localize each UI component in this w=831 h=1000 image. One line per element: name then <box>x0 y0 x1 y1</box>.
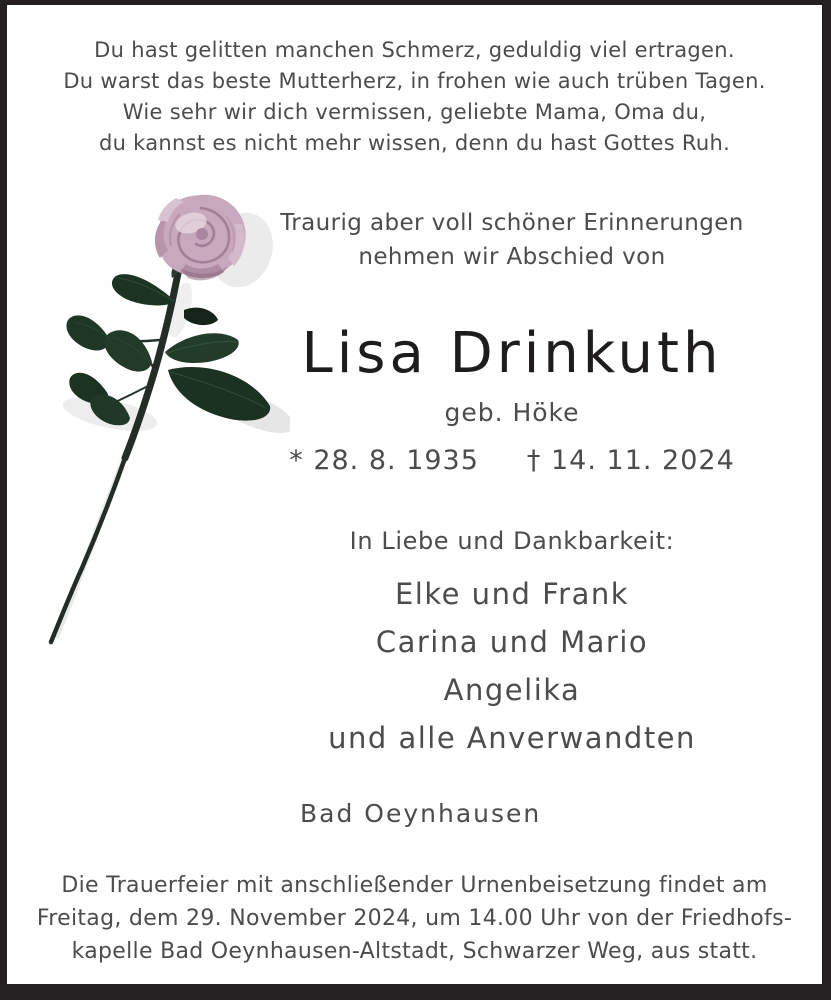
funeral-announcement <box>7 869 822 968</box>
mourner-name: und alle Anverwandten <box>328 721 696 755</box>
family-heading: In Liebe und Dankbarkeit: <box>349 527 675 555</box>
poem-line: Wie sehr wir dich vermissen, geliebte Mama, Oma du, <box>122 100 707 124</box>
death-date: † 14. 11. 2024 <box>526 445 735 476</box>
life-dates <box>202 444 822 478</box>
memorial-poem <box>7 35 822 159</box>
obituary-card <box>7 5 822 984</box>
poem-line: du kannst es nicht mehr wissen, denn du hast Gottes Ruh. <box>98 131 731 155</box>
funeral-line: kapelle Bad Oeynhausen-Altstadt, Schwarzer Weg, aus statt. <box>71 939 758 964</box>
rose-stem <box>51 248 188 642</box>
deceased-name: Lisa Drinkuth <box>301 321 723 386</box>
farewell-intro <box>202 200 822 274</box>
funeral-line: Freitag, dem 29. November 2024, um 14.00 Uhr von der Friedhofs- <box>36 906 793 931</box>
maiden-name: geb. Höke <box>444 398 580 427</box>
funeral-line: Die Trauerfeier mit anschließender Urnenbeisetzung findet am <box>61 873 768 898</box>
intro-line: Traurig aber voll schöner Erinnerungen <box>280 210 744 236</box>
birth-date: * 28. 8. 1935 <box>289 445 479 476</box>
place-name: Bad Oeynhausen <box>300 799 542 828</box>
intro-line: nehmen wir Abschied von <box>358 244 666 270</box>
birth-star-icon: * <box>289 445 304 476</box>
announcement-column <box>202 200 822 762</box>
poem-line: Du hast gelitten manchen Schmerz, geduldig viel ertragen. <box>94 38 735 62</box>
mourner-name: Elke und Frank <box>394 577 630 611</box>
poem-line: Du warst das beste Mutterherz, in frohen wie auch trüben Tagen. <box>63 69 766 93</box>
mourner-name: Angelika <box>443 673 581 707</box>
mourner-name: Carina und Mario <box>375 625 649 659</box>
death-cross-icon: † <box>526 445 542 476</box>
mourners-list <box>202 570 822 762</box>
